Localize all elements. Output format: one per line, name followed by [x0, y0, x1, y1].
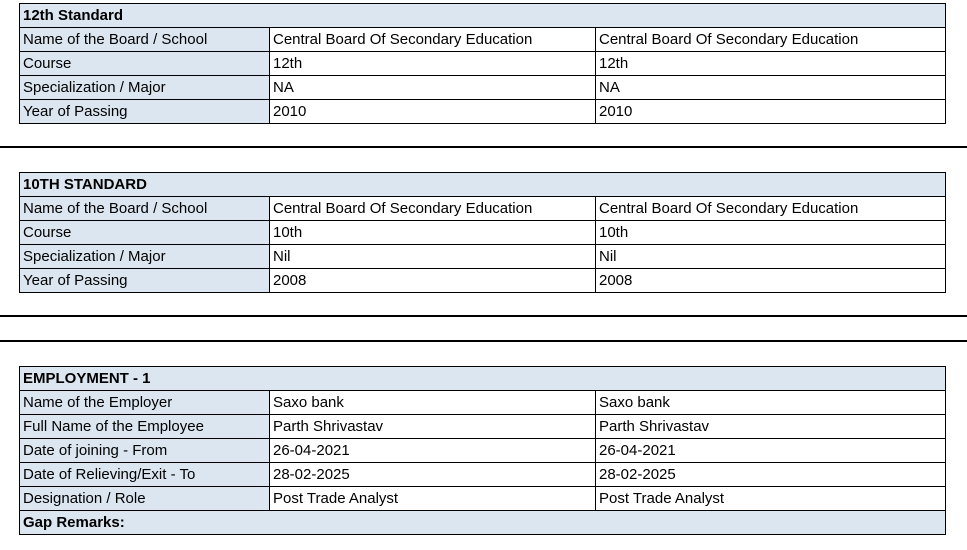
table-row — [20, 269, 946, 293]
table-row — [20, 197, 946, 221]
cell-value: 26-04-2021 — [596, 439, 946, 463]
section-title: 12th Standard — [20, 4, 946, 28]
row-label: Year of Passing — [20, 100, 270, 124]
divider — [0, 146, 967, 148]
cell-value: Saxo bank — [270, 391, 596, 415]
row-label: Date of joining - From — [20, 439, 270, 463]
table-row — [20, 463, 946, 487]
section-header-row — [20, 173, 946, 197]
cell-value: Parth Shrivastav — [596, 415, 946, 439]
table-row — [20, 100, 946, 124]
cell-value: Central Board Of Secondary Education — [596, 197, 946, 221]
table-row — [20, 245, 946, 269]
cell-value: Post Trade Analyst — [270, 487, 596, 511]
cell-value: NA — [596, 76, 946, 100]
row-label: Specialization / Major — [20, 76, 270, 100]
row-label: Course — [20, 221, 270, 245]
cell-value: 10th — [596, 221, 946, 245]
cell-value: 2010 — [596, 100, 946, 124]
table-employment-1 — [19, 366, 946, 535]
table-row — [20, 487, 946, 511]
cell-value: Post Trade Analyst — [596, 487, 946, 511]
cell-value: Parth Shrivastav — [270, 415, 596, 439]
row-label: Course — [20, 52, 270, 76]
table-row — [20, 28, 946, 52]
section-footer-row — [20, 511, 946, 535]
section-header-row — [20, 367, 946, 391]
divider — [0, 315, 967, 317]
section-title: 10TH STANDARD — [20, 173, 946, 197]
table-row — [20, 221, 946, 245]
cell-value: Saxo bank — [596, 391, 946, 415]
cell-value: Central Board Of Secondary Education — [270, 28, 596, 52]
cell-value: Central Board Of Secondary Education — [596, 28, 946, 52]
section-header-row — [20, 4, 946, 28]
table-12th-standard — [19, 3, 946, 124]
table-10th-standard — [19, 172, 946, 293]
cell-value: 2008 — [270, 269, 596, 293]
row-label: Name of the Employer — [20, 391, 270, 415]
cell-value: 26-04-2021 — [270, 439, 596, 463]
table-row — [20, 76, 946, 100]
cell-value: 28-02-2025 — [596, 463, 946, 487]
cell-value: Nil — [270, 245, 596, 269]
row-label: Name of the Board / School — [20, 197, 270, 221]
row-label: Name of the Board / School — [20, 28, 270, 52]
row-label: Specialization / Major — [20, 245, 270, 269]
cell-value: 12th — [270, 52, 596, 76]
row-label: Designation / Role — [20, 487, 270, 511]
divider — [0, 340, 967, 342]
table-row — [20, 391, 946, 415]
row-label: Date of Relieving/Exit - To — [20, 463, 270, 487]
cell-value: Nil — [596, 245, 946, 269]
row-label: Year of Passing — [20, 269, 270, 293]
table-row — [20, 52, 946, 76]
cell-value: Central Board Of Secondary Education — [270, 197, 596, 221]
cell-value: 2010 — [270, 100, 596, 124]
cell-value: 2008 — [596, 269, 946, 293]
table-row — [20, 415, 946, 439]
section-title: EMPLOYMENT - 1 — [20, 367, 946, 391]
cell-value: NA — [270, 76, 596, 100]
cell-value: 12th — [596, 52, 946, 76]
cell-value: 28-02-2025 — [270, 463, 596, 487]
table-row — [20, 439, 946, 463]
row-label: Full Name of the Employee — [20, 415, 270, 439]
cell-value: 10th — [270, 221, 596, 245]
gap-remarks-label: Gap Remarks: — [20, 511, 946, 535]
